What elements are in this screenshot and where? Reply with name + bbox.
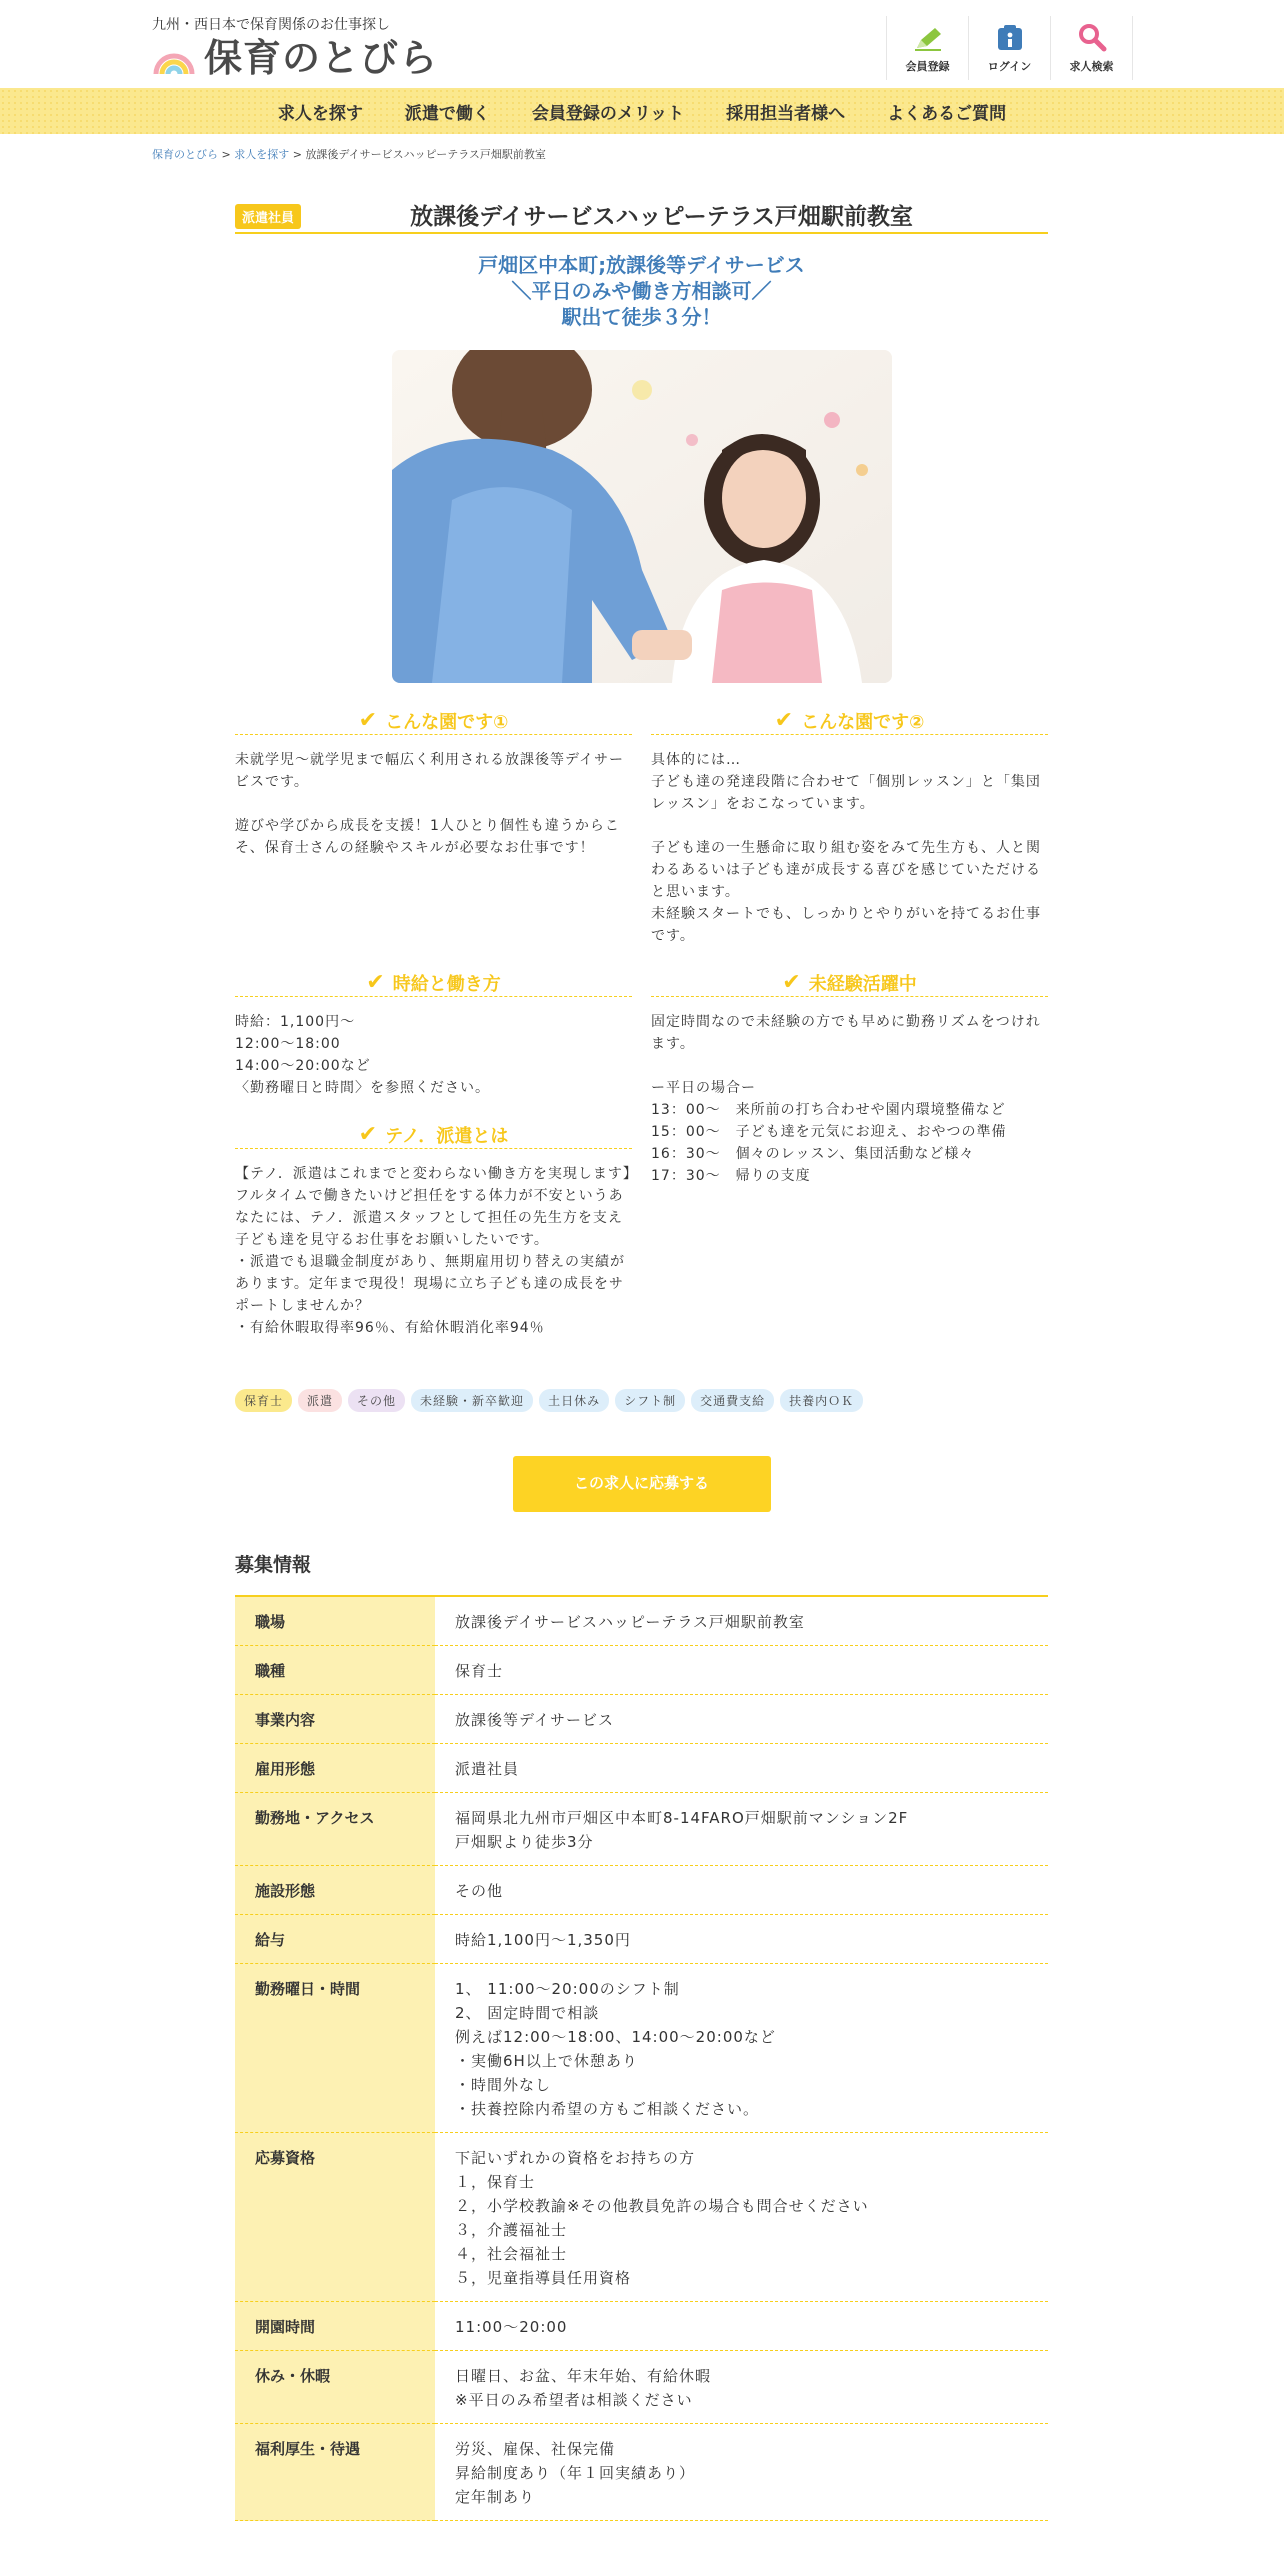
row-value bbox=[435, 1596, 1048, 1646]
feature-line: フルタイムで働きたいけど担任をする体力が不安というあなたには、テノ．派遣スタッフとして担任の先生方を支え子ども達を見守るお仕事をお願いしたいです。 bbox=[235, 1188, 624, 1248]
site-logo[interactable] bbox=[152, 36, 438, 80]
tag-feature[interactable]: シフト制 bbox=[615, 1389, 685, 1412]
row-label: 休み・休暇 bbox=[235, 2351, 435, 2424]
table-row bbox=[235, 1646, 1048, 1695]
nav-item-faq[interactable]: よくあるご質問 bbox=[887, 103, 1007, 124]
tag-feature[interactable]: 扶養内ＯＫ bbox=[780, 1389, 863, 1412]
breadcrumb-search-link[interactable]: 求人を探す bbox=[234, 148, 290, 161]
tag-qualification[interactable]: 保育士 bbox=[235, 1389, 292, 1412]
table-row bbox=[235, 1915, 1048, 1964]
table-row bbox=[235, 1596, 1048, 1646]
job-search-button[interactable] bbox=[1051, 16, 1133, 80]
feature-line: 具体的には… bbox=[651, 752, 741, 768]
feature-line: 12:00～18:00 bbox=[235, 1036, 341, 1052]
feature-line: 時給：1,100円～ bbox=[235, 1014, 356, 1030]
table-row bbox=[235, 2133, 1048, 2302]
table-row bbox=[235, 2302, 1048, 2351]
feature-block bbox=[235, 969, 632, 1099]
pencil-icon bbox=[913, 26, 943, 52]
breadcrumb-current: 放課後デイサービスハッピーテラス戸畑駅前教室 bbox=[305, 148, 546, 161]
table-row bbox=[235, 2424, 1048, 2521]
register-button[interactable] bbox=[887, 16, 969, 80]
feature-heading bbox=[235, 1121, 632, 1149]
feature-heading bbox=[651, 969, 1048, 997]
feature-text bbox=[235, 1011, 632, 1099]
logo-text: 保育のとびら bbox=[204, 36, 439, 80]
feature-line: 17：30～ 帰りの支度 bbox=[651, 1168, 811, 1184]
row-value-line: ５，児童指導員任用資格 bbox=[455, 2269, 632, 2287]
job-photo bbox=[392, 350, 892, 683]
row-value-line: 派遣社員 bbox=[455, 1760, 520, 1778]
check-icon: ✔ bbox=[366, 970, 385, 995]
feature-text bbox=[235, 1163, 638, 1339]
job-title: 放課後デイサービスハッピーテラス戸畑駅前教室 bbox=[410, 204, 913, 230]
row-value-line: 保育士 bbox=[455, 1662, 504, 1680]
feature-heading bbox=[235, 969, 632, 997]
row-value-line: 11:00～20:00 bbox=[455, 2318, 568, 2336]
row-value-line: 労災、雇保、社保完備 bbox=[455, 2440, 616, 2458]
row-value bbox=[435, 1964, 1048, 2133]
breadcrumb bbox=[152, 146, 546, 162]
row-value-line: 福岡県北九州市戸畑区中本町8-14FARO戸畑駅前マンション2F bbox=[455, 1809, 909, 1827]
nav-item-find-jobs[interactable]: 求人を探す bbox=[277, 103, 363, 124]
job-search-label: 求人検索 bbox=[1069, 60, 1114, 73]
feature-title: こんな園です① bbox=[385, 711, 509, 733]
feature-title: テノ．派遣とは bbox=[385, 1125, 509, 1147]
check-icon: ✔ bbox=[774, 708, 794, 733]
tag-feature[interactable]: 交通費支給 bbox=[691, 1389, 774, 1412]
feature-line bbox=[651, 815, 1048, 837]
feature-line: 15：00～ 子ども達を元気にお迎え、おやつの準備 bbox=[651, 1124, 1007, 1140]
recruit-info-title: 募集情報 bbox=[235, 1554, 312, 1576]
table-row bbox=[235, 2351, 1048, 2424]
feature-heading bbox=[235, 707, 632, 735]
row-label: 雇用形態 bbox=[235, 1744, 435, 1793]
feature-line: 固定時間なので未経験の方でも早めに勤務リズムをつけれます。 bbox=[651, 1014, 1041, 1052]
header-icon-nav bbox=[886, 16, 1133, 80]
feature-line: 〈勤務曜日と時間〉を参照ください。 bbox=[235, 1080, 490, 1096]
catchcopy-line: 戸畑区中本町;放課後等デイサービス bbox=[478, 253, 805, 277]
check-icon: ✔ bbox=[782, 970, 801, 995]
tag-facility-type[interactable]: その他 bbox=[348, 1389, 405, 1412]
feature-title: 未経験活躍中 bbox=[808, 973, 917, 995]
features-right-column bbox=[651, 969, 1048, 1361]
row-value bbox=[435, 1695, 1048, 1744]
breadcrumb-separator: > bbox=[218, 148, 235, 161]
nav-item-dispatch[interactable]: 派遣で働く bbox=[404, 103, 490, 124]
row-value-line: 放課後等デイサービス bbox=[455, 1711, 614, 1729]
job-features bbox=[235, 707, 1048, 969]
login-button[interactable] bbox=[969, 16, 1051, 80]
row-value-line: ・実働6H以上で休憩あり bbox=[455, 2052, 638, 2070]
row-label: 開園時間 bbox=[235, 2302, 435, 2351]
breadcrumb-home-link[interactable]: 保育のとびら bbox=[152, 148, 218, 161]
feature-line: 未就学児～就学児まで幅広く利用される放課後等デイサービスです。 bbox=[235, 752, 625, 790]
check-icon: ✔ bbox=[358, 1122, 378, 1147]
feature-block bbox=[235, 707, 632, 859]
rainbow-logo-icon bbox=[152, 40, 196, 76]
table-row bbox=[235, 1964, 1048, 2133]
table-row bbox=[235, 1793, 1048, 1866]
nav-item-member-merit[interactable]: 会員登録のメリット bbox=[531, 103, 685, 124]
feature-line: 16：30～ 個々のレッスン、集団活動など様々 bbox=[651, 1146, 975, 1162]
employment-badge: 派遣社員 bbox=[235, 204, 301, 229]
row-label: 施設形態 bbox=[235, 1866, 435, 1915]
tag-feature[interactable]: 未経験・新卒歓迎 bbox=[411, 1389, 533, 1412]
features-left-column bbox=[235, 969, 638, 1361]
job-title-row bbox=[235, 194, 1048, 234]
row-value-line: ・扶養控除内希望の方もご相談ください。 bbox=[455, 2100, 760, 2118]
row-label: 事業内容 bbox=[235, 1695, 435, 1744]
nav-item-recruiters[interactable]: 採用担当者様へ bbox=[726, 103, 846, 124]
row-value-line: 1、 11:00～20:00のシフト制 bbox=[455, 1980, 680, 1998]
catchcopy-line: 駅出て徒歩３分！ bbox=[561, 305, 722, 329]
row-label: 勤務地・アクセス bbox=[235, 1793, 435, 1866]
feature-line: 14:00～20:00など bbox=[235, 1058, 371, 1074]
site-header bbox=[0, 0, 1284, 88]
row-value-line: ※平日のみ希望者は相談ください bbox=[455, 2391, 693, 2409]
feature-line: ・有給休暇取得率96％、有給休暇消化率94％ bbox=[235, 1320, 545, 1336]
row-value-line: ・時間外なし bbox=[455, 2076, 552, 2094]
feature-block bbox=[235, 1121, 638, 1339]
search-icon bbox=[1077, 22, 1107, 52]
feature-text bbox=[651, 1011, 1048, 1187]
row-value-line: 時給1,100円～1,350円 bbox=[455, 1931, 631, 1949]
features-left-column bbox=[235, 707, 632, 969]
row-value-line: 日曜日、お盆、年末年始、有給休暇 bbox=[455, 2367, 712, 2385]
row-value bbox=[435, 1866, 1048, 1915]
row-value-line: 例えば12:00～18:00、14:00～20:00など bbox=[455, 2028, 776, 2046]
row-value bbox=[435, 1744, 1048, 1793]
feature-block bbox=[651, 707, 1048, 947]
info-icon bbox=[995, 24, 1025, 52]
row-value bbox=[435, 2424, 1048, 2521]
row-label: 職種 bbox=[235, 1646, 435, 1695]
site-tagline: 九州・西日本で保育関係のお仕事探し bbox=[152, 17, 390, 33]
feature-text bbox=[235, 749, 632, 859]
row-value bbox=[435, 1793, 1048, 1866]
feature-block bbox=[651, 969, 1048, 1187]
row-value-line: １，保育士 bbox=[455, 2173, 536, 2191]
job-detail bbox=[235, 194, 1048, 2521]
job-tags bbox=[235, 1389, 1048, 1412]
login-label: ログイン bbox=[987, 60, 1032, 73]
breadcrumb-separator: > bbox=[289, 148, 306, 161]
row-value-line: ３，介護福祉士 bbox=[455, 2221, 568, 2239]
feature-heading bbox=[651, 707, 1048, 735]
row-label: 勤務曜日・時間 bbox=[235, 1964, 435, 2133]
catchcopy-line: ＼平日のみや働き方相談可／ bbox=[511, 279, 772, 303]
row-value-line: ２，小学校教諭※その他教員免許の場合も問合せください bbox=[455, 2197, 869, 2215]
feature-title: 時給と働き方 bbox=[392, 973, 501, 995]
table-row bbox=[235, 1695, 1048, 1744]
row-value bbox=[435, 1646, 1048, 1695]
features-right-column bbox=[651, 707, 1048, 969]
check-icon: ✔ bbox=[358, 708, 378, 733]
row-label: 職場 bbox=[235, 1596, 435, 1646]
row-value-line: 戸畑駅より徒歩3分 bbox=[455, 1833, 594, 1851]
teacher-and-child-photo bbox=[392, 350, 892, 683]
tag-employment[interactable]: 派遣 bbox=[298, 1389, 342, 1412]
apply-button[interactable]: この求人に応募する bbox=[513, 1456, 771, 1512]
row-value-line: その他 bbox=[455, 1882, 504, 1900]
feature-line bbox=[235, 793, 632, 815]
feature-line: 子ども達の発達段階に合わせて「個別レッスン」と「集団レッスン」をおこなっています。 bbox=[651, 774, 1041, 812]
row-value-line: 2、 固定時間で相談 bbox=[455, 2004, 600, 2022]
row-label: 応募資格 bbox=[235, 2133, 435, 2302]
global-nav bbox=[0, 88, 1284, 134]
job-catchcopy bbox=[235, 252, 1048, 330]
feature-line: 未経験スタートでも、しっかりとやりがいを持てるお仕事です。 bbox=[651, 906, 1041, 944]
row-label: 福利厚生・待遇 bbox=[235, 2424, 435, 2521]
feature-text bbox=[651, 749, 1048, 947]
row-value bbox=[435, 2351, 1048, 2424]
row-value-line: ４，社会福祉士 bbox=[455, 2245, 568, 2263]
row-value-line: 定年制あり bbox=[455, 2488, 536, 2506]
table-row bbox=[235, 1744, 1048, 1793]
feature-line bbox=[651, 1055, 1048, 1077]
row-value-line: 下記いずれかの資格をお持ちの方 bbox=[455, 2149, 696, 2167]
row-label: 給与 bbox=[235, 1915, 435, 1964]
feature-line: 子ども達の一生懸命に取り組む姿をみて先生方も、人と関わるあるいは子ども達が成長する喜びを感じていただけると思います。 bbox=[651, 840, 1041, 900]
row-value bbox=[435, 2302, 1048, 2351]
recruit-info-table bbox=[235, 1595, 1048, 2521]
row-value bbox=[435, 2133, 1048, 2302]
feature-line: ・派遣でも退職金制度があり、無期雇用切り替えの実績があります。定年まで現役！現場に立ち子ども達の成長をサポートしませんか？ bbox=[235, 1254, 625, 1314]
register-label: 会員登録 bbox=[905, 60, 950, 73]
tag-feature[interactable]: 土日休み bbox=[539, 1389, 609, 1412]
row-value-line: 昇給制度あり（年１回実績あり） bbox=[455, 2464, 696, 2482]
table-row bbox=[235, 1866, 1048, 1915]
row-value bbox=[435, 1915, 1048, 1964]
feature-title: こんな園です② bbox=[801, 711, 925, 733]
row-value-line: 放課後デイサービスハッピーテラス戸畑駅前教室 bbox=[455, 1613, 805, 1631]
feature-line: 【テノ．派遣はこれまでと変わらない働き方を実現します】 bbox=[235, 1166, 638, 1182]
feature-line: 遊びや学びから成長を支援！1人ひとり個性も違うからこそ、保育士さんの経験やスキルが必要なお仕事です！ bbox=[235, 818, 620, 856]
job-features-row2 bbox=[235, 969, 1048, 1361]
feature-line: 13：00～ 来所前の打ち合わせや園内環境整備など bbox=[651, 1102, 1006, 1118]
feature-line: ー平日の場合ー bbox=[651, 1080, 756, 1096]
